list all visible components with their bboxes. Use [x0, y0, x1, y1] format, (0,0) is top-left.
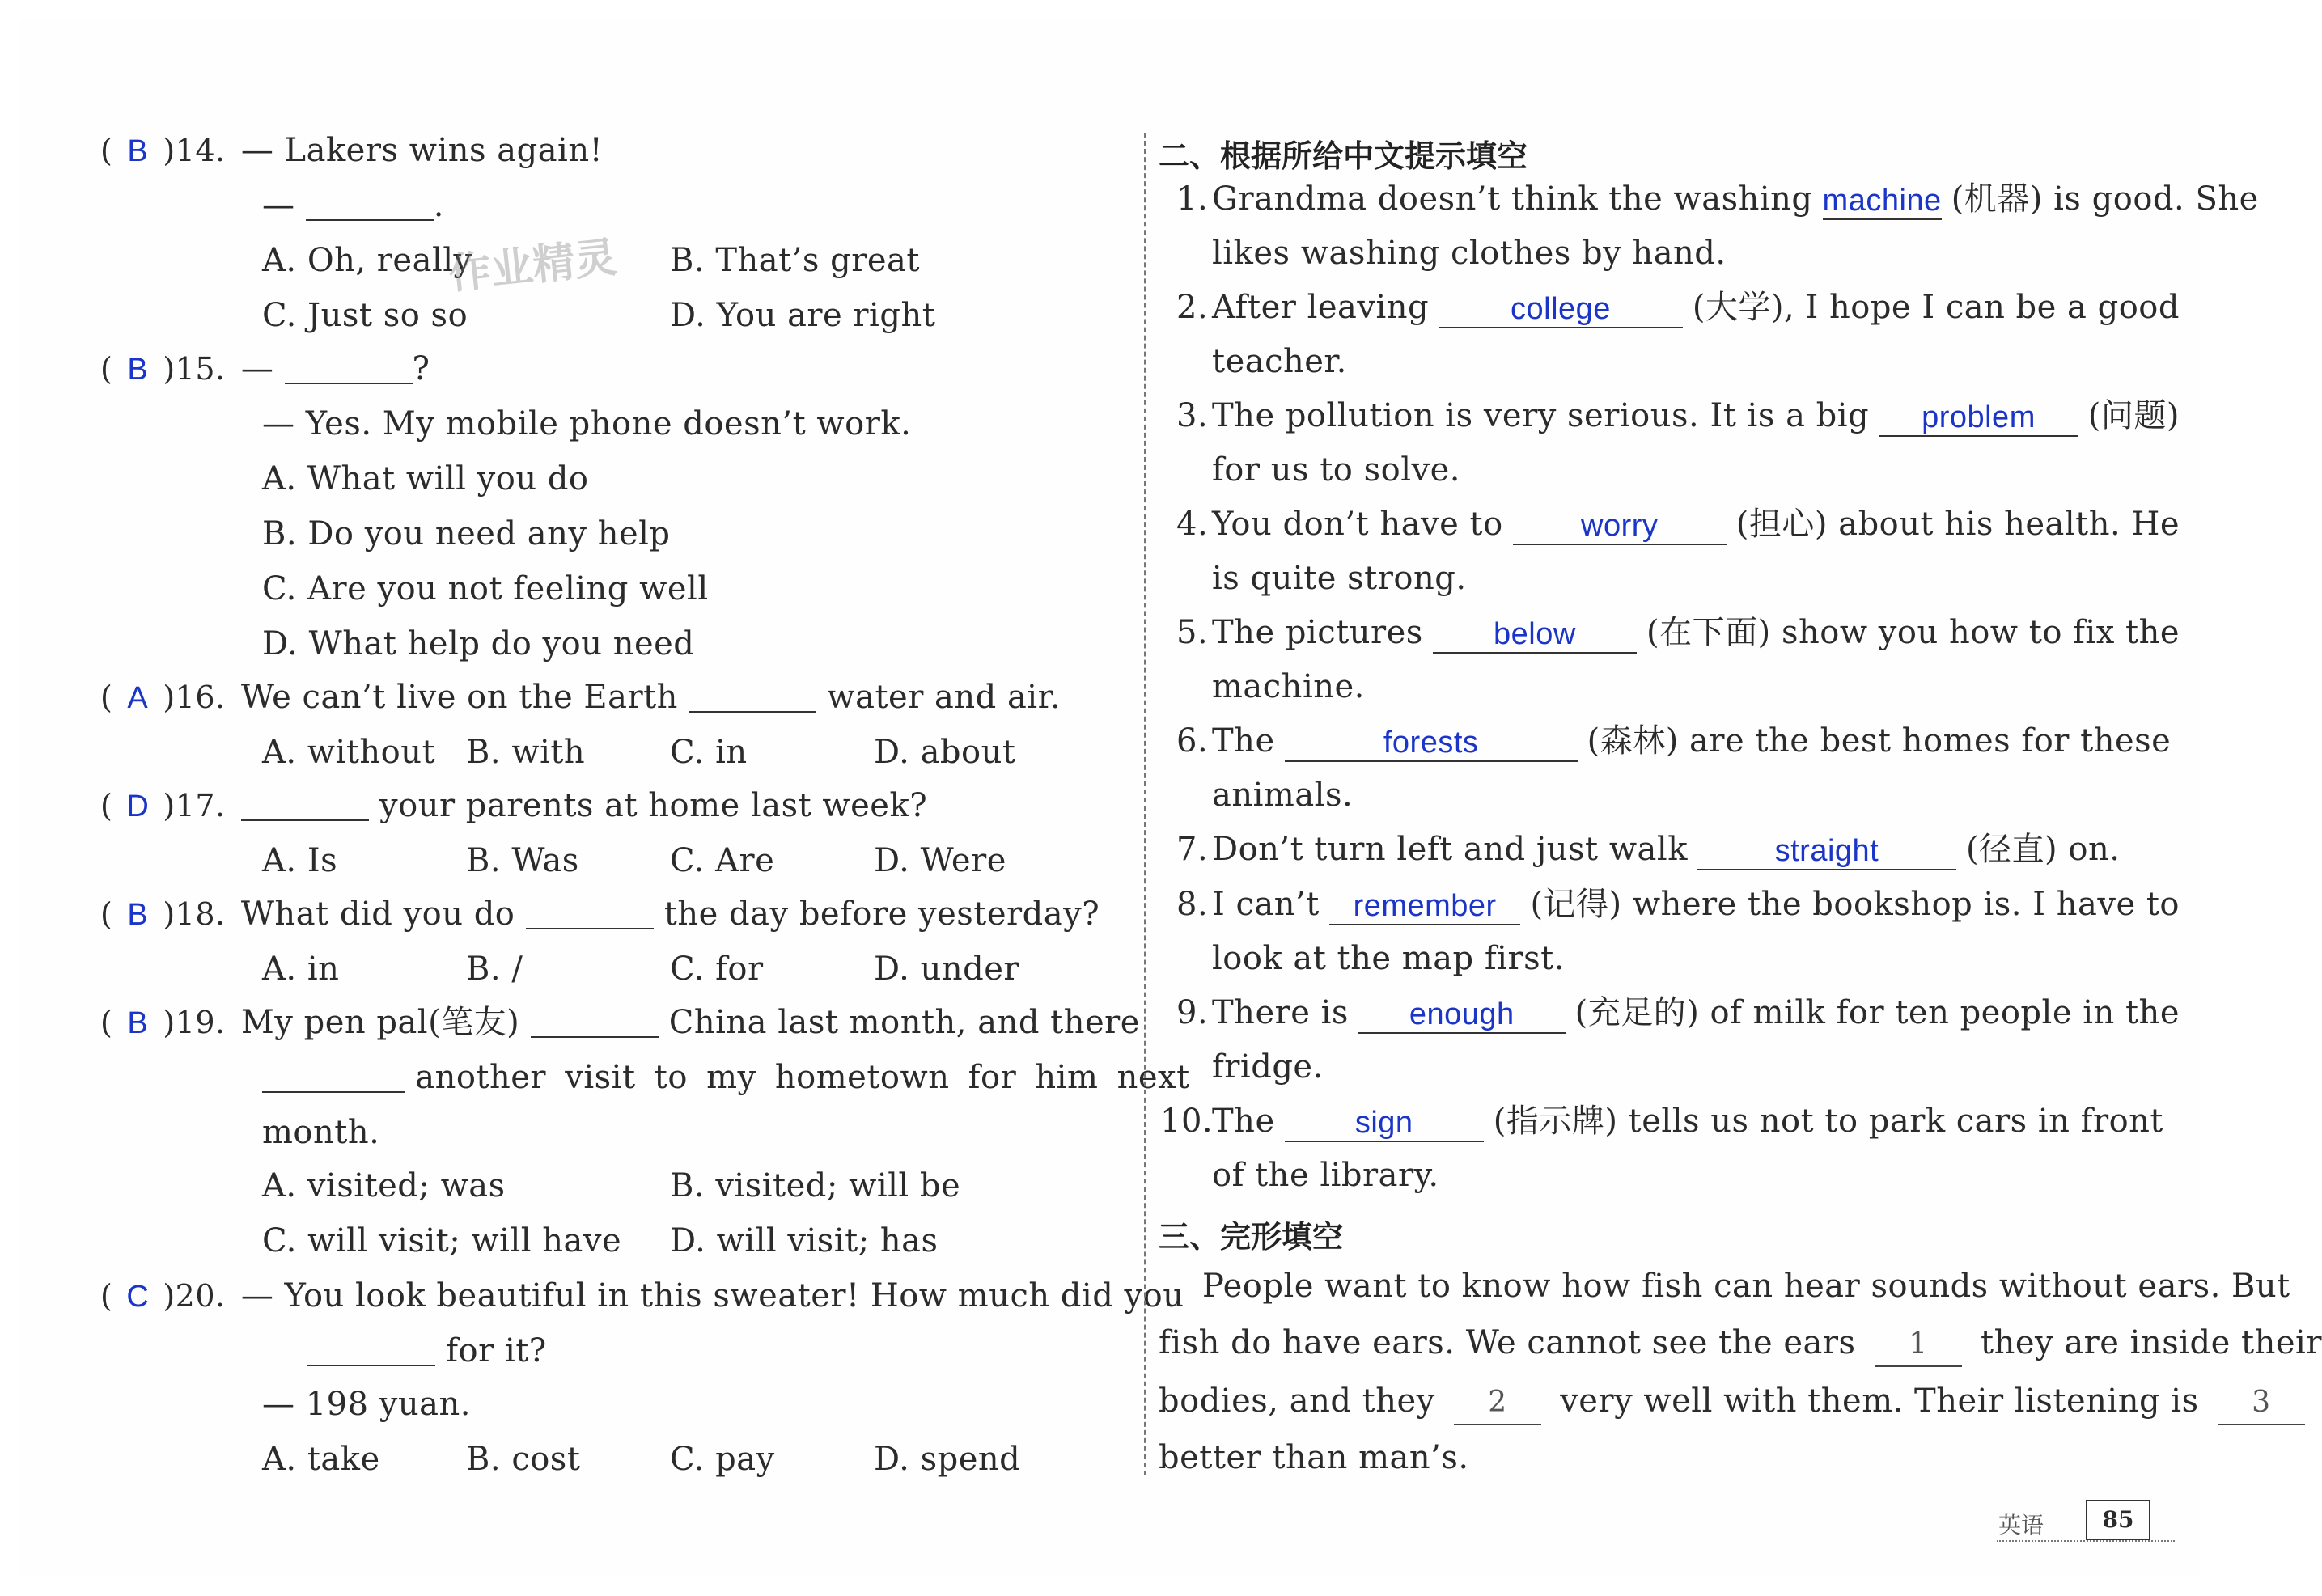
fill-item: [1176, 503, 2180, 545]
q19-opt-a: A. visited; was: [262, 1167, 506, 1204]
fill-item-number: 2.: [1176, 289, 1209, 326]
fill-answer: enough: [1358, 997, 1566, 1034]
fill-item-hint: (机器) is good. She: [1951, 180, 2259, 218]
q15-reply: — Yes. My mobile phone doesn’t work.: [262, 405, 912, 442]
q19-opt-c: C. will visit; will have: [262, 1222, 622, 1259]
fill-answer: worry: [1513, 508, 1727, 545]
q20-opt-b: B. cost: [466, 1441, 581, 1478]
fill-item-text: After leaving: [1212, 289, 1430, 326]
worksheet-page: [19, 19, 2322, 1577]
q19-line3: month.: [262, 1114, 380, 1151]
q20-line3: — 198 yuan.: [262, 1386, 471, 1423]
q20-opt-d: D. spend: [874, 1441, 1021, 1478]
fill-item-continuation: animals.: [1212, 777, 1354, 814]
question-14: ( B )14. — Lakers wins again!: [100, 129, 603, 172]
q15-opt-c: C. Are you not feeling well: [262, 570, 709, 607]
page-number: 85: [2086, 1500, 2150, 1540]
column-divider: [1144, 133, 1146, 1475]
q14-reply: — .: [262, 187, 444, 224]
fill-item-hint: (森林) are the best homes for these: [1587, 722, 2172, 760]
q18-opt-a: A. in: [262, 950, 340, 988]
q20-line2: for it?: [307, 1330, 547, 1372]
fill-item-number: 7.: [1176, 831, 1209, 868]
fill-item-hint: (问题): [2087, 397, 2180, 434]
fill-answer: forests: [1285, 725, 1578, 762]
fill-item: [1176, 992, 2180, 1034]
fill-answer: problem: [1879, 400, 2078, 437]
q18-opt-d: D. under: [874, 950, 1019, 988]
fill-item-hint: (充足的) of milk for ten people in the: [1574, 994, 2180, 1031]
q17-opt-d: D. Were: [874, 842, 1006, 879]
fill-answer: sign: [1285, 1105, 1484, 1142]
cloze-line-2: fish do have ears. We cannot see the ears 1 they are inside their: [1159, 1322, 2322, 1367]
fill-item-continuation: machine.: [1212, 668, 1365, 705]
fill-item-number: 3.: [1176, 397, 1209, 434]
fill-item-text: The pictures: [1212, 614, 1423, 651]
fill-answer: straight: [1697, 833, 1956, 870]
q16-opt-b: B. with: [466, 734, 586, 771]
fill-answer: machine: [1823, 183, 1942, 220]
fill-item-text: There is: [1212, 994, 1349, 1031]
q15-opt-a: A. What will you do: [262, 460, 589, 497]
question-16: ( A )16. We can’t live on the Earth water and air.: [100, 679, 1061, 716]
fill-item: [1176, 720, 2180, 762]
fill-item: [1176, 395, 2180, 437]
q14-opt-c: C. Just so so: [262, 297, 468, 334]
fill-item-text: Don’t turn left and just walk: [1212, 831, 1688, 868]
q19-line2: another visit to my hometown for him next: [262, 1056, 1190, 1099]
fill-answer: below: [1433, 616, 1637, 654]
fill-item-number: 6.: [1176, 722, 1209, 760]
question-15: ( B )15. — ?: [100, 350, 430, 387]
fill-item-number: 10.: [1160, 1103, 1214, 1140]
q15-opt-b: B. Do you need any help: [262, 515, 671, 552]
fill-item-hint: (指示牌) tells us not to park cars in front: [1493, 1103, 2163, 1140]
fill-item: [1176, 883, 2180, 925]
q14-opt-b: B. That’s great: [670, 242, 920, 279]
fill-item-continuation: likes washing clothes by hand.: [1212, 235, 1727, 272]
fill-item-number: 5.: [1176, 614, 1209, 651]
q19-opt-b: B. visited; will be: [670, 1167, 961, 1204]
cloze-line-3: bodies, and they 2 very well with them. Their listening is 3: [1159, 1380, 2305, 1425]
fill-item-continuation: for us to solve.: [1212, 451, 1460, 489]
question-18: ( B )18. What did you do the day before yesterday?: [100, 895, 1100, 933]
question-20: ( C )20. — You look beautiful in this sweater! How much did you: [100, 1277, 1184, 1314]
fill-item-number: 1.: [1176, 180, 1209, 218]
fill-item: [1176, 286, 2180, 328]
q14-opt-d: D. You are right: [670, 297, 936, 334]
footer-dots: [1997, 1540, 2175, 1542]
fill-item-continuation: fridge.: [1212, 1048, 1324, 1086]
fill-item-text: The: [1212, 722, 1275, 760]
cloze-blank-1: 1: [1875, 1323, 1962, 1367]
watermark: 作业精灵: [447, 233, 620, 299]
fill-item-text: Grandma doesn’t think the washing: [1212, 180, 1813, 218]
answer-14: B: [127, 134, 149, 168]
q16-opt-d: D. about: [874, 734, 1016, 771]
fill-item: [1176, 828, 2180, 870]
q15-opt-d: D. What help do you need: [262, 625, 695, 663]
q17-opt-c: C. Are: [670, 842, 775, 879]
fill-item-number: 9.: [1176, 994, 1209, 1031]
fill-item-continuation: of the library.: [1212, 1157, 1439, 1194]
fill-answer: remember: [1329, 888, 1521, 925]
fill-item-text: You don’t have to: [1212, 506, 1503, 543]
fill-item: [1176, 178, 2259, 220]
fill-item-continuation: teacher.: [1212, 343, 1347, 380]
subject-label: 英语: [1998, 1512, 2044, 1539]
q19-opt-d: D. will visit; has: [670, 1222, 939, 1259]
fill-item-text: The pollution is very serious. It is a big: [1212, 397, 1870, 434]
section-3-title: 三、完形填空: [1159, 1219, 1344, 1255]
fill-item-hint: (在下面) show you how to fix the: [1646, 614, 2180, 651]
fill-item-hint: (记得) where the bookshop is. I have to: [1530, 886, 2180, 923]
q16-opt-c: C. in: [670, 734, 748, 771]
q14-opt-a: A. Oh, really: [262, 242, 472, 279]
q20-opt-c: C. pay: [670, 1441, 775, 1478]
fill-answer: college: [1439, 291, 1683, 328]
cloze-line-1: People want to know how fish can hear sounds without ears. But: [1202, 1268, 2290, 1305]
q20-opt-a: A. take: [262, 1441, 380, 1478]
q17-opt-b: B. Was: [466, 842, 579, 879]
fill-item-continuation: look at the map first.: [1212, 940, 1565, 977]
fill-item-hint: (担心) about his health. He: [1735, 506, 2180, 543]
fill-item-number: 8.: [1176, 886, 1209, 923]
cloze-blank-3: 3: [2218, 1382, 2305, 1425]
fill-item-hint: (径直) on.: [1965, 831, 2121, 868]
question-19: ( B )19. My pen pal(笔友) China last month, and there: [100, 1004, 1140, 1041]
fill-item-text: I can’t: [1212, 886, 1320, 923]
q16-opt-a: A. without: [262, 734, 436, 771]
q17-opt-a: A. Is: [262, 842, 338, 879]
fill-item: [1176, 612, 2180, 654]
q18-opt-b: B. /: [466, 950, 523, 988]
fill-item-text: The: [1212, 1103, 1275, 1140]
cloze-blank-2: 2: [1454, 1382, 1541, 1425]
fill-item-continuation: is quite strong.: [1212, 560, 1467, 597]
fill-item-number: 4.: [1176, 506, 1209, 543]
cloze-line-4: better than man’s.: [1159, 1439, 1469, 1476]
fill-item: [1160, 1100, 2163, 1142]
fill-item-hint: (大学), I hope I can be a good: [1692, 289, 2180, 326]
section-2-title: 二、根据所给中文提示填空: [1159, 138, 1528, 174]
question-17: ( D )17. your parents at home last week?: [100, 787, 928, 824]
q18-opt-c: C. for: [670, 950, 764, 988]
